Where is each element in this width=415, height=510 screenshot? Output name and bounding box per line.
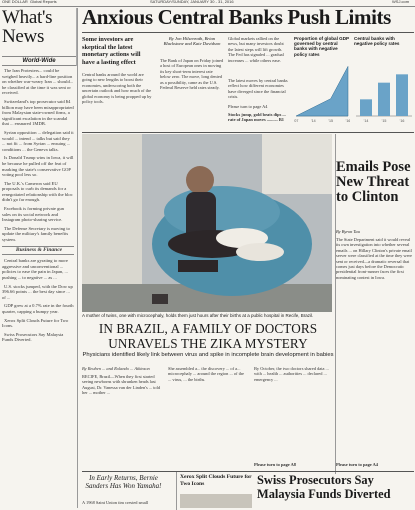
photo-caption: A mother of twins, one with microcephaly, holds them just hours after their births at a public hospital in Recife, Brazil. [82, 313, 314, 318]
lead-byline: By Jon Hilsenrath, Brian Blackstone and Kate Davidson [163, 36, 221, 47]
business-brief-item: GDP grew at a 0.7% rate in the fourth quarter, capping a bumpy year. [2, 303, 74, 314]
zika-byline: By Reuben ... and Rolando ... Atkinson [82, 366, 150, 371]
mother-head [186, 166, 214, 194]
xerox-headline[interactable]: Xerox Split Clouds Future for Two Icons [180, 474, 252, 487]
baby-blanket [236, 243, 284, 261]
brief-item: Syrian opposition ... delegation said it would ... intend ... talks but said they ... not fit ... from Syrian ... ensuing ... conditions ... the Geneva talks. [2, 129, 74, 152]
lead-subhead: Some investors are skeptical the latest monetary actions will have a lasting effect [82, 36, 141, 66]
bar [360, 99, 372, 116]
bar [396, 74, 408, 116]
lead-related[interactable]: Stocks jump, gold beats dips ... rate of Japan moves .......... B1 [228, 112, 286, 123]
business-brief-item: Xerox Split Clouds Future for Two Icons. [2, 317, 69, 329]
world-wide-briefs [2, 68, 74, 346]
emails-byline: By Byron Tau [336, 229, 360, 234]
zika-headline[interactable]: IN BRAZIL, A FAMILY OF DOCTORS UNRAVELS THE ZIKA MYSTERY [98, 321, 318, 351]
gdp-area-series [296, 66, 348, 116]
chart-negative-banks-plot [354, 60, 414, 130]
bar [378, 83, 390, 116]
zika-subhead: Physicians identified likely link between virus and spike in incomplete brain development in babies [82, 352, 334, 358]
business-brief-item: Central banks are gyrating to more aggressive and unconventional ... policies to ease the pain in Japan, ... pushing ... to negative ... as ... [2, 258, 68, 280]
chart-negative-banks [354, 36, 414, 132]
bars [360, 74, 408, 116]
x-tick-label: '14 [310, 119, 316, 123]
bottom-rule [82, 471, 414, 472]
brief-item: The U.K.'s Cameron said EU proposals to curb its demands for a renegotiated relationship with the bloc didn't go far enough. [2, 180, 73, 203]
lead-body-col2: The Bank of Japan on Friday joined a host of European ones in moving its key short-term interest rate below zero. The move, long denied as a possibility, came as the U.S. Federal Reserve held rates steady. [160, 58, 224, 91]
x-tick-label: '14 [363, 119, 369, 123]
lead-body-col3: Global markets rallied on the news, but many investors doubt the latest steps will lift growth. The Fed has signaled ... gradual increases ... while others ease. [228, 36, 284, 63]
chart-title: Central banks with negative policy rates [354, 36, 400, 47]
whats-news-title-line2: News [2, 26, 45, 47]
x-tick-label: '16 [399, 119, 405, 123]
lead-headline[interactable]: Anxious Central Banks Push Limits [82, 5, 391, 29]
brief-item: The Defense Secretary is moving to update the military's family benefits system. [2, 225, 70, 243]
bottom-feature-teaser: A 1968 Saint Union tim crested small [82, 500, 149, 505]
zika-jump[interactable]: Please turn to page A8 [254, 462, 296, 467]
emails-headline[interactable]: Emails Pose New Threat to Clinton [336, 159, 411, 205]
date-line: SATURDAY/SUNDAY, JANUARY 30 - 31, 2016 [150, 0, 234, 4]
x-tick-label: '15 [328, 119, 334, 123]
emails-jump[interactable]: Please turn to page A4 [336, 462, 378, 467]
whats-news-header [2, 8, 77, 66]
business-brief-item: Swiss Prosecutors Say Malaysia Funds Diverted. [2, 331, 64, 343]
lead-jump[interactable]: Please turn to page A4 [228, 104, 268, 109]
brief-item: Switzerland's top prosecutor said $4 billion may have been misappropriated from Malaysian state-owned firms, a significant escalation in the scandal that ... ensnared 1MDB. [2, 98, 74, 127]
emails-body: The State Department said it would reveal its own investigation into whether several emails ... on Hillary Clinton's private email server were classified at the time they were sent or received—a dramatic reversal that comes just days before the Democratic presidential front-runner faces the first nominating contest in Iowa. [336, 237, 412, 280]
lead-body-col4: The latest moves by central banks reflect how different economies have diverged since the financial crisis. [228, 78, 288, 100]
x-tick-label: '15 [381, 119, 387, 123]
world-wide-label: World-Wide [2, 56, 76, 66]
headline-rule [82, 32, 414, 33]
chart-negative-gdp [294, 36, 350, 132]
business-brief-item: U.S. stocks jumped, with the Dow up 396.66 points ... the best day since ... of ... [2, 283, 73, 300]
x-ticks [294, 119, 350, 123]
price-label: ONE DOLLAR [2, 0, 28, 4]
photo-illustration [82, 134, 332, 312]
brief-item: The Iran Protesters... could be weighed heavily... a hard-line position on whether war-weary Iran ... should... be classified at the time it was sent or received. [2, 68, 74, 96]
brief-item: Facebook is forming private gun sales on its social network and Instagram photo-sharing service. [2, 206, 64, 223]
whats-news-title-line1: What's [2, 7, 53, 28]
x-tick-label: '07 [294, 119, 299, 123]
zika-body-col2: She assembled a... the discovery ... of a... microcephaly ... around the region ... of the ... virus, ... the births. [168, 366, 244, 382]
x-ticks [364, 119, 405, 123]
chart-negative-gdp-plot [294, 60, 350, 130]
section-rule [82, 132, 414, 133]
x-tick-label: '16 [345, 119, 350, 123]
zika-body-col1: RECIFE, Brazil—When they first started seeing newborns with shrunken heads last August, Dr. Vanessa van der Linden's ... told her ... mother ... [82, 374, 161, 396]
business-finance-label: Business & Finance [2, 246, 74, 256]
bottom-feature-headline[interactable]: In Early Returns, Bernie Sanders Has Won Yamaha! [85, 474, 162, 491]
swiss-headline[interactable]: Swiss Prosecutors Say Malaysia Funds Diverted [257, 473, 391, 501]
chart-title: Proportion of global GDP governed by central banks with negative policy rates [294, 36, 350, 57]
site-label: WSJ.com [392, 0, 410, 4]
lead-body-col1: Central banks around the world are going to new lengths to boost their economies, underscoring both the uncertain outlook and how much of the global economy is being propped up by policy tools. [82, 72, 152, 105]
column-rule [176, 472, 177, 510]
xerox-photo [180, 494, 252, 508]
column-rule [77, 8, 78, 508]
brief-item: Is Donald Trump wins in Iowa, it will be because he pulled off the feat of marking the state's conservative GOP voting pool less so. [2, 155, 74, 178]
zika-photo[interactable] [82, 134, 332, 312]
zika-body-col3: By October, the two doctors shared data ... with ... health ... authorities ... declared ... emergency ... [254, 366, 329, 382]
edition-label: Global Reports [30, 0, 57, 4]
